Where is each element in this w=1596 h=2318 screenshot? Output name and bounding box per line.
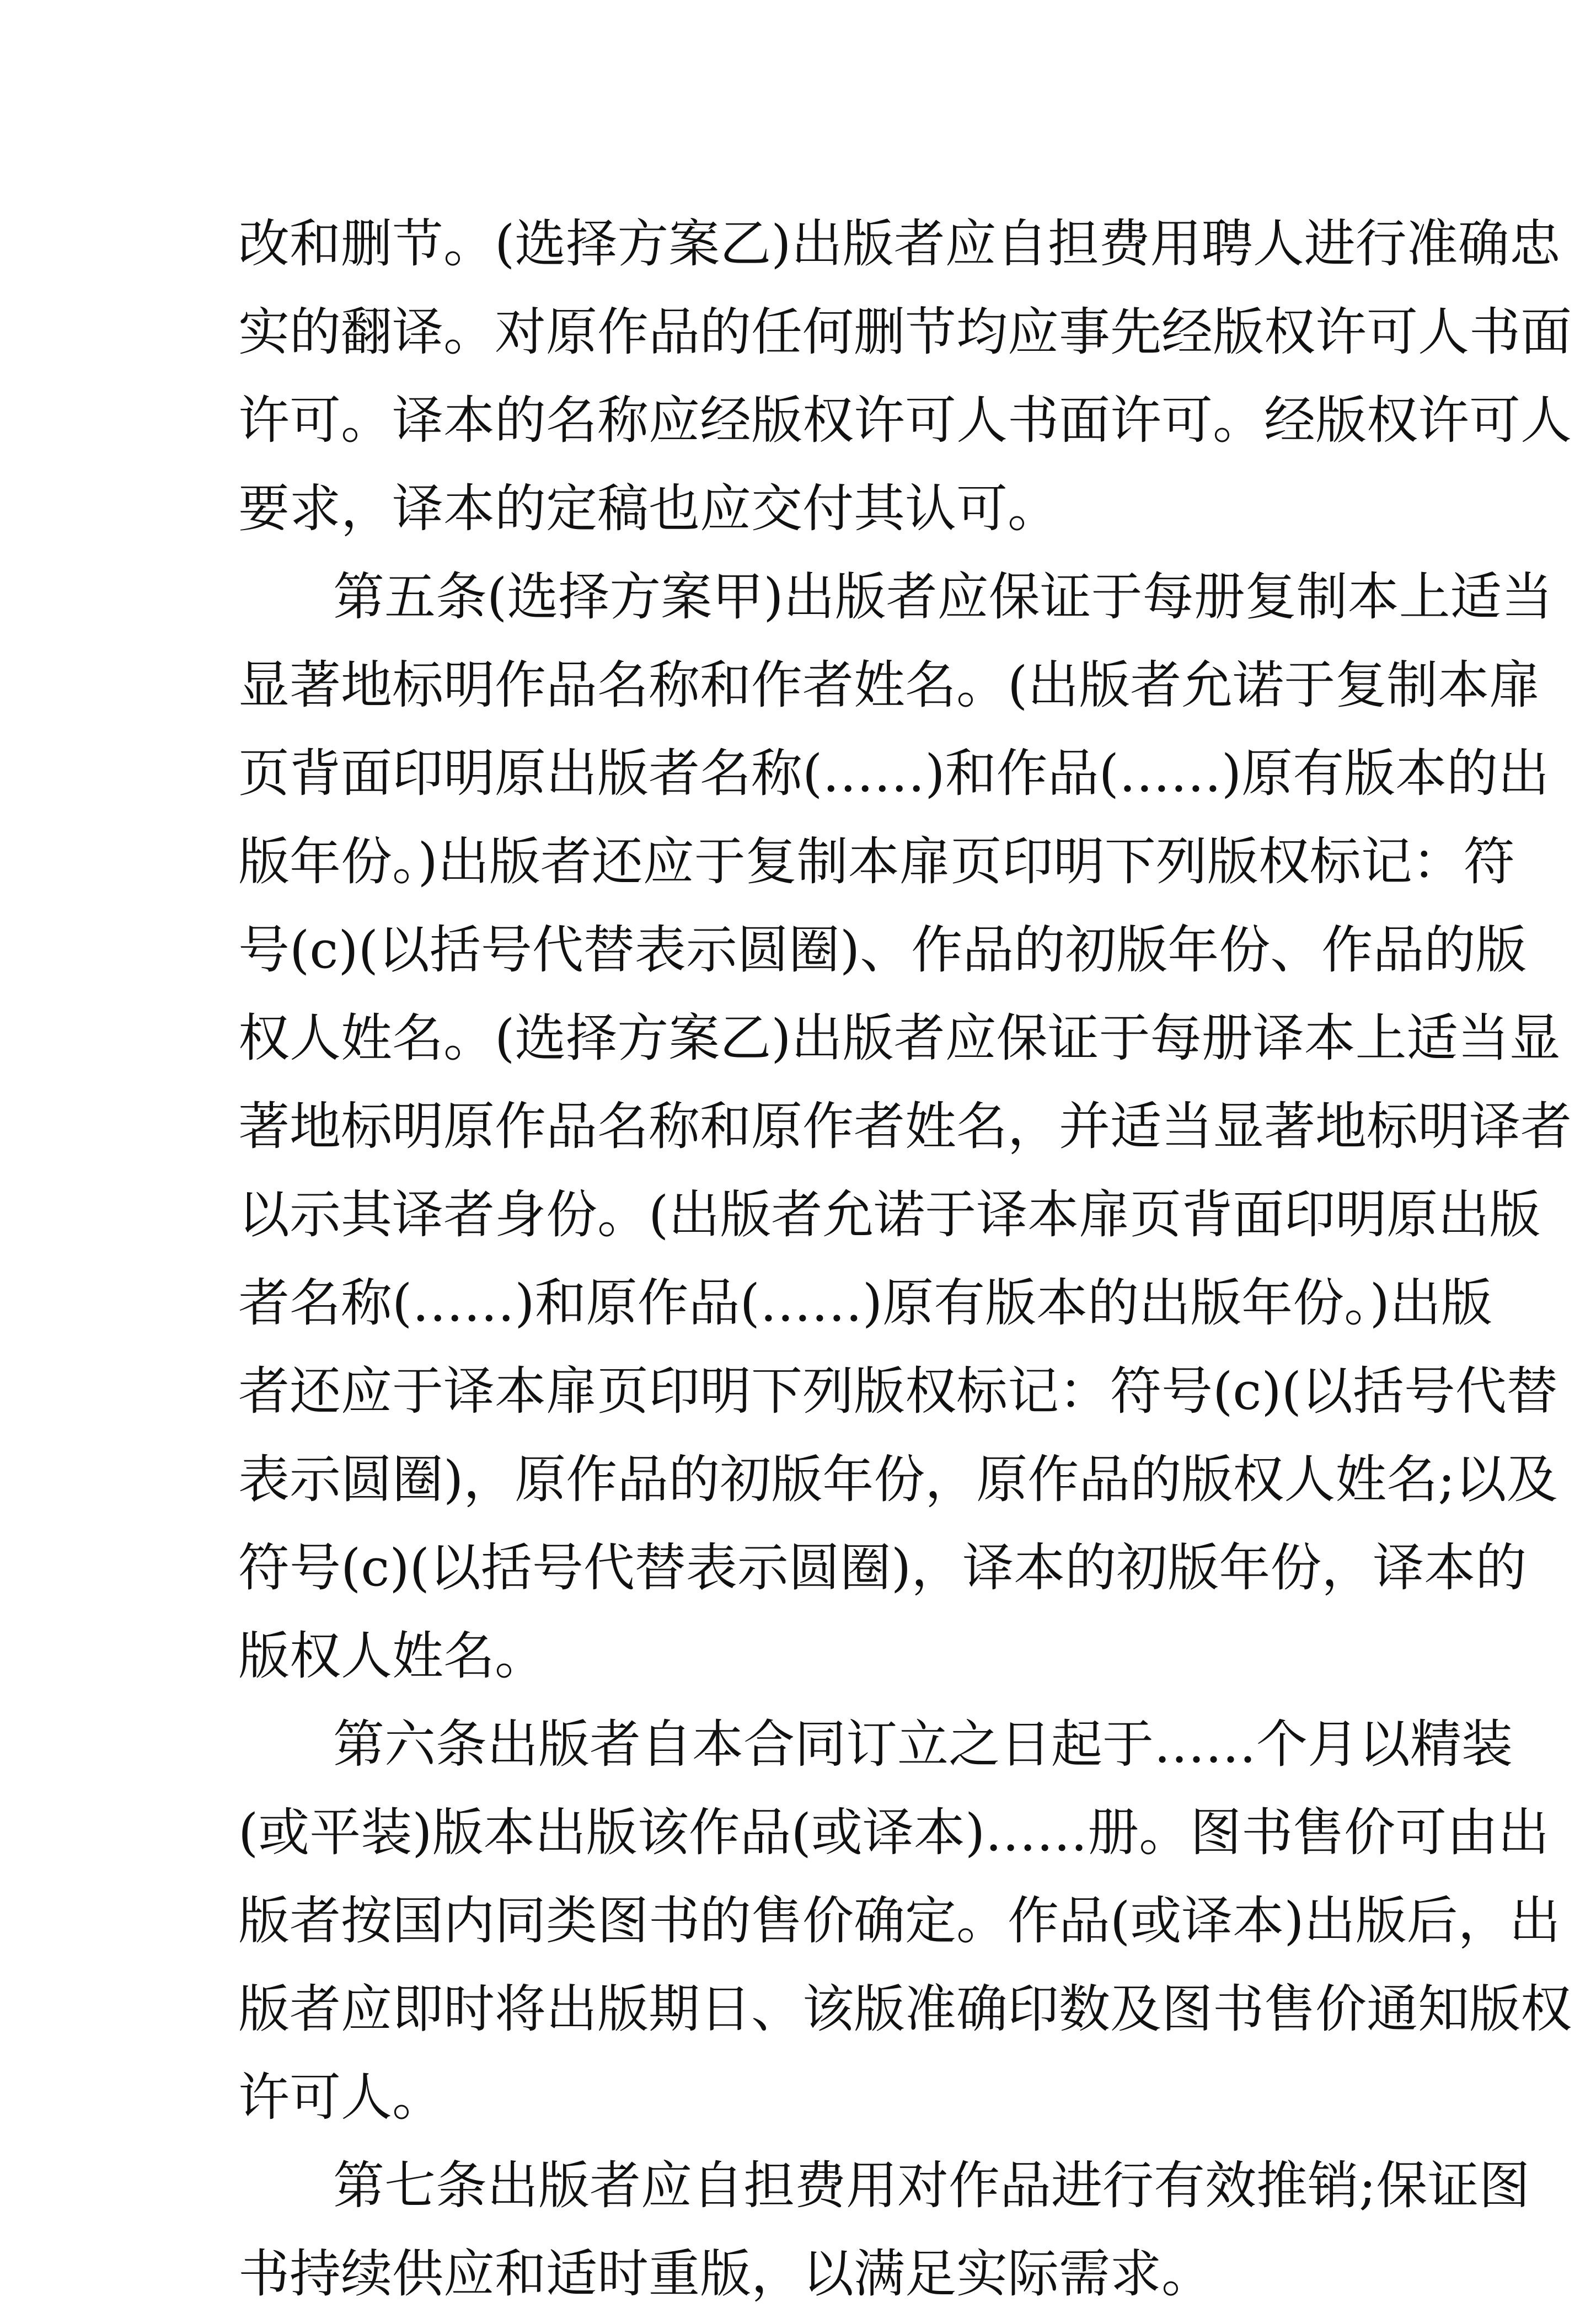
text-line: 权人姓名。(选择方案乙)出版者应保证于每册译本上适当显 (238, 1008, 1561, 1068)
text-line: 号(c)(以括号代替表示圆圈)、作品的初版年份、作品的版 (238, 920, 1527, 980)
text-line: 许可。译本的名称应经版权许可人书面许可。经版权许可人 (238, 391, 1572, 450)
text-line: 改和删节。(选择方案乙)出版者应自担费用聘人进行准确忠 (238, 214, 1561, 274)
text-line: 显著地标明作品名称和作者姓名。(出版者允诺于复制本扉 (238, 655, 1541, 715)
text-line: (或平装)版本出版该作品(或译本)……册。图书售价可由出 (238, 1803, 1550, 1862)
text-line: 者还应于译本扉页印明下列版权标记：符号(c)(以括号代替 (238, 1361, 1558, 1421)
text-line: 页背面印明原出版者名称(……)和作品(……)原有版本的出 (238, 744, 1550, 803)
text-line: 要求，译本的定稿也应交付其认可。 (238, 479, 1059, 538)
text-line: 版权人姓名。 (238, 1626, 546, 1686)
text-line: 版者应即时将出版期日、该版准确印数及图书售价通知版权 (238, 1979, 1572, 2039)
text-line: 第七条出版者应自担费用对作品进行有效推销;保证图 (333, 2156, 1530, 2215)
text-line: 第五条(选择方案甲)出版者应保证于每册复制本上适当 (333, 567, 1553, 627)
text-line: 者名称(……)和原作品(……)原有版本的出版年份。)出版 (238, 1273, 1492, 1333)
text-line: 版者按国内同类图书的售价确定。作品(或译本)出版后，出 (238, 1891, 1561, 1951)
paragraph-article-6 (238, 1700, 1572, 2141)
paragraph-1 (238, 200, 1572, 553)
paragraph-article-7 (238, 2141, 1530, 2318)
text-line: 版年份。)出版者还应于复制本扉页印明下列版权标记：符 (238, 832, 1515, 891)
text-line: 著地标明原作品名称和原作者姓名，并适当显著地标明译者 (238, 1097, 1572, 1156)
text-line: 第六条出版者自本合同订立之日起于……个月以精装 (333, 1715, 1513, 1774)
text-line: 以示其译者身份。(出版者允诺于译本扉页背面印明原出版 (238, 1185, 1541, 1245)
text-line: 实的翻译。对原作品的任何删节均应事先经版权许可人书面 (238, 302, 1572, 362)
paragraph-article-5 (238, 553, 1572, 1700)
text-line: 书持续供应和适时重版，以满足实际需求。 (238, 2244, 1213, 2304)
text-line: 符号(c)(以括号代替表示圆圈)，译本的初版年份，译本的 (238, 1538, 1527, 1598)
document-body (238, 200, 1572, 2318)
text-line: 表示圆圈)，原作品的初版年份，原作品的版权人姓名;以及 (238, 1450, 1558, 1509)
text-line: 许可人。 (238, 2068, 443, 2127)
